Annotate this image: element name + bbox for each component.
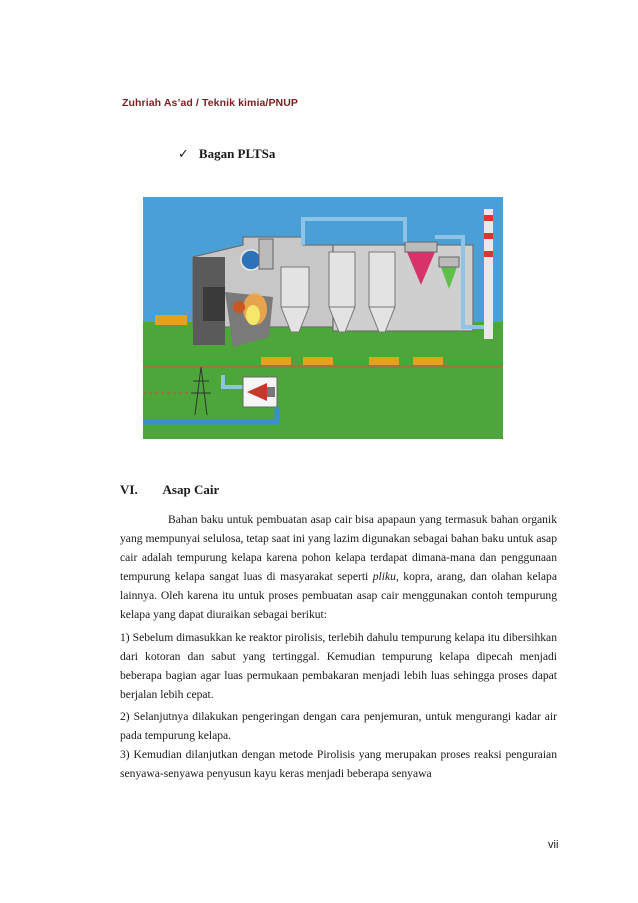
check-icon: ✓ <box>178 146 189 162</box>
figure-caption-bullet <box>178 146 275 162</box>
paragraph-step-3: 3) Kemudian dilanjutkan dengan metode Pirolisis yang merupakan proses reaksi penguraian senyawa-senyawa penyusun kayu keras menjadi beberapa senyawa <box>120 748 557 780</box>
figure-caption: Bagan PLTSa <box>198 146 276 161</box>
paragraph-step-2: 2) Selanjutnya dilakukan pengeringan dengan cara penjemuran, untuk mengurangi kadar air pada tempurung kelapa. <box>120 710 557 742</box>
turbine <box>243 377 277 407</box>
section-title: Asap Cair <box>162 482 220 497</box>
paragraph-intro: Bahan baku untuk pembuatan asap cair bisa apapaun yang termasuk bahan organik yang mempunyai selulosa, tetap saat ini yang lazim digunakan sebagai bahan baku untuk asap cair adalah tempurung kelapa karena pohon kelapa terdapat dimana-mana dan penggunaan tempurung kelapa sangat luas di masyarakat seperti pliku, kopra, arang, dan olahan kelapa lainnya. Oleh karena itu untuk proses pembuatan asap cair menggunakan contoh tempurung kelapa yang dapat diuraikan sebagai berikut: <box>120 513 557 621</box>
page-header: Zuhriah As’ad / Teknik kimia/PNUP <box>122 97 299 109</box>
italic-term: pliku <box>372 570 396 583</box>
chimney <box>484 209 493 339</box>
pltsa-diagram <box>143 197 503 439</box>
page-number: vii <box>548 839 559 851</box>
section-heading <box>120 482 219 498</box>
section-number: VI. <box>120 482 138 497</box>
paragraph-step-1: 1) Sebelum dimasukkan ke reaktor pirolisis, terlebih dahulu tempurung kelapa itu dibersihkan dari kotoran dan sabut yang tertinggal. Kemudian tempurung kelapa dipecah menjadi beberapa bagian agar luas permukaan pembakaran menjadi lebih luas sehingga proses dapat berjalan lebih cepat. <box>120 631 557 701</box>
